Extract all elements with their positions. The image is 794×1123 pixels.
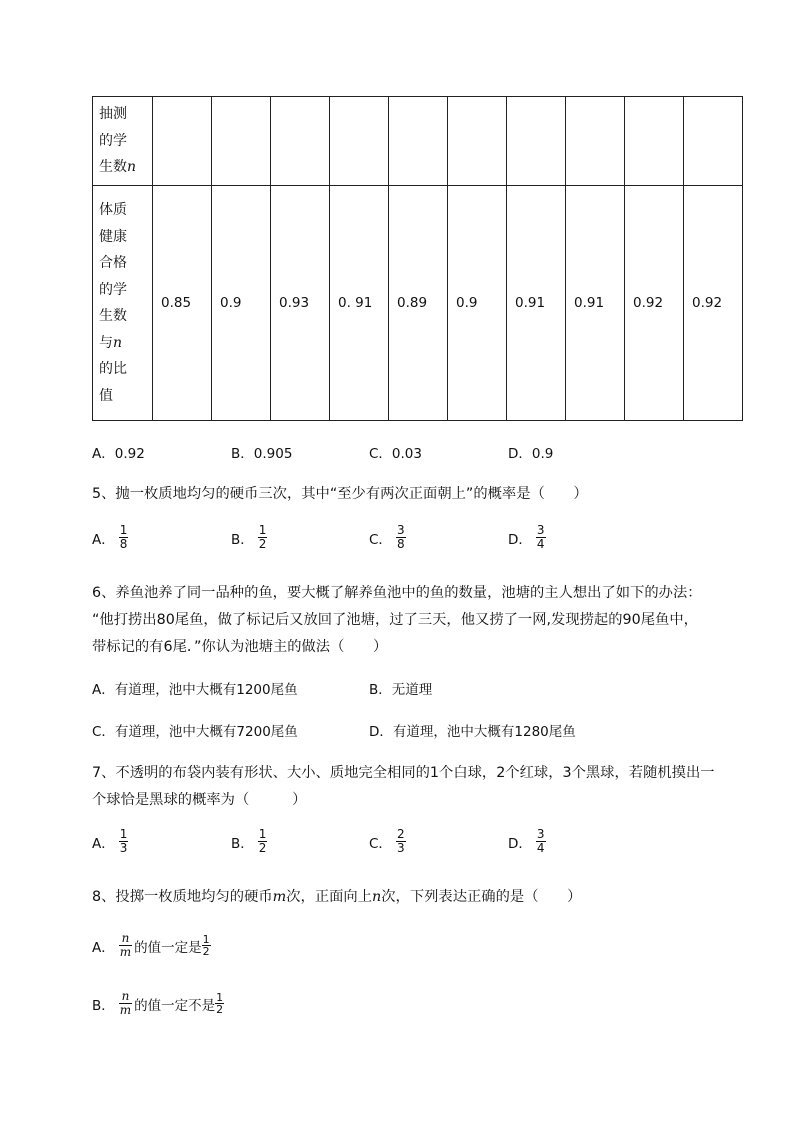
- table-cell: [212, 97, 271, 186]
- table-cell: [684, 97, 743, 186]
- q4-option-b: B．0.905: [231, 446, 293, 462]
- q8-option-a: A． $\frac{n}{m}$ 的值一定是 $\frac{1}{2}$: [92, 931, 210, 959]
- q4-option-a: A．0.92: [92, 446, 145, 462]
- q5-option-c: C． $\frac{3}{8}$: [369, 523, 405, 551]
- ratio-cell: 0.92: [684, 186, 743, 421]
- ratio-cell: 0.92: [625, 186, 684, 421]
- q6-option-c: C．有道理，池中大概有7200尾鱼: [92, 724, 298, 740]
- ratio-cell: 0.93: [271, 186, 330, 421]
- q6-option-d: D．有道理，池中大概有1280尾鱼: [369, 724, 576, 740]
- q8-option-b: B． $\frac{n}{m}$ 的值一定不是 $\frac{1}{2}$: [92, 989, 224, 1017]
- ratio-cell: 0.85: [153, 186, 212, 421]
- q5-stem: 5、抛一枚质地均匀的硬币三次，其中“至少有两次正面朝上”的概率是（ ）: [92, 486, 588, 502]
- ratio-cell: 0.9: [212, 186, 271, 421]
- q6-stem-line2: “他打捞出80尾鱼，做了标记后又放回了池塘，过了三天，他又捞了一网,发现捞起的90尾鱼中，: [92, 612, 698, 628]
- table-cell: [566, 97, 625, 186]
- table-row-ratio: [93, 186, 743, 421]
- label-line: 的学: [99, 281, 127, 298]
- table-row-sample-count: [93, 97, 743, 186]
- q4-option-c: C．0.03: [369, 446, 422, 462]
- q7-option-c: C． $\frac{2}{3}$: [369, 827, 405, 855]
- q6-stem-line3: 带标记的有6尾．”你认为池塘主的做法（ ）: [92, 639, 388, 655]
- label-line: 值: [99, 387, 113, 404]
- q7-stem-line1: 7、不透明的布袋内装有形状、大小、质地完全相同的1个白球，2个红球，3个黑球，若随机摸出一: [92, 765, 715, 781]
- label-line: 合格: [99, 255, 127, 271]
- table-cell: [625, 97, 684, 186]
- table-cell: [507, 97, 566, 186]
- row-label-sample-count: [93, 97, 153, 186]
- q8-stem: 8、投掷一枚质地均匀的硬币m次，正面向上n次，下列表达正确的是（ ）: [92, 889, 582, 905]
- label-line: 生数: [99, 308, 127, 324]
- ratio-cell: 0.91: [566, 186, 625, 421]
- label-line: 抽测: [99, 106, 127, 123]
- ratio-cell: 0.89: [389, 186, 448, 421]
- q5-option-d: D． $\frac{3}{4}$: [508, 523, 545, 551]
- q7-option-d: D． $\frac{3}{4}$: [508, 827, 545, 855]
- label-line: 与n: [99, 334, 123, 351]
- table-cell: [153, 97, 212, 186]
- label-line: 体质: [99, 202, 127, 218]
- label-line: 生数n: [99, 159, 137, 176]
- ratio-cell: 0. 91: [330, 186, 389, 421]
- label-line: 的比: [99, 361, 127, 377]
- table-cell: [389, 97, 448, 186]
- label-line: 的学: [99, 132, 127, 149]
- q7-option-b: B． $\frac{1}{2}$: [231, 827, 267, 855]
- q6-option-b: B．无道理: [369, 682, 433, 698]
- q5-option-b: B． $\frac{1}{2}$: [231, 523, 267, 551]
- row-label-ratio: [93, 186, 153, 421]
- ratio-cell: 0.9: [448, 186, 507, 421]
- q7-option-a: A． $\frac{1}{3}$: [92, 827, 128, 855]
- q6-option-a: A．有道理，池中大概有1200尾鱼: [92, 682, 298, 698]
- sample-table: [92, 96, 743, 421]
- q6-stem-line1: 6、养鱼池养了同一品种的鱼，要大概了解养鱼池中的鱼的数量，池塘的主人想出了如下的办法：: [92, 585, 702, 601]
- table-cell: [271, 97, 330, 186]
- label-line: 健康: [99, 228, 127, 245]
- table-cell: [330, 97, 389, 186]
- q7-stem-line2: 个球恰是黑球的概率为（ ）: [92, 792, 307, 808]
- q5-option-a: A． $\frac{1}{8}$: [92, 523, 128, 551]
- q4-option-d: D．0.9: [508, 446, 554, 462]
- ratio-cell: 0.91: [507, 186, 566, 421]
- table-cell: [448, 97, 507, 186]
